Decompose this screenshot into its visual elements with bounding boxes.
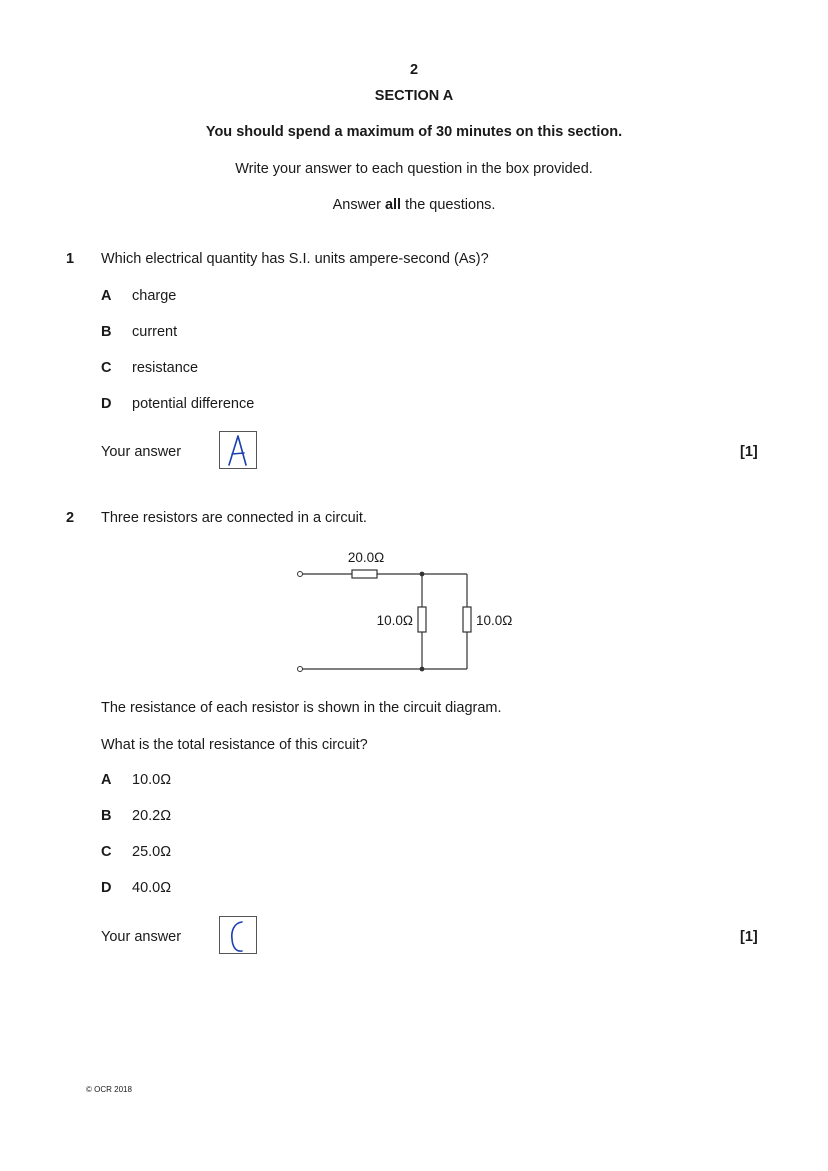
question-1-number: 1 xyxy=(66,251,75,267)
section-title: SECTION A xyxy=(374,88,454,104)
q2-answer-label: Your answer xyxy=(101,929,182,945)
resistor-parallel-left xyxy=(418,607,426,632)
q1-handwritten-answer-a xyxy=(220,432,256,468)
q2-marks: [1] xyxy=(740,929,758,945)
q1-answer-box[interactable] xyxy=(219,431,257,469)
resistor-series xyxy=(352,570,377,578)
label-series-resistor: 20.0Ω xyxy=(347,550,385,565)
question-1-text: Which electrical quantity has S.I. units ampere-second (As)? xyxy=(101,251,489,267)
q1-option-b-text: current xyxy=(132,324,178,340)
q2-handwritten-answer-c xyxy=(220,917,256,953)
junction-top xyxy=(420,572,425,577)
q1-option-c-letter: C xyxy=(101,360,112,376)
instruction-answer-prefix: Answer xyxy=(332,197,385,213)
question-2-number: 2 xyxy=(66,510,75,526)
q2-option-c-text: 25.0Ω xyxy=(132,844,172,860)
q1-option-a-text: charge xyxy=(132,288,177,304)
q1-option-c-text: resistance xyxy=(132,360,199,376)
copyright-footer: © OCR 2018 xyxy=(86,1085,132,1094)
resistor-parallel-right xyxy=(463,607,471,632)
junction-bottom xyxy=(420,667,425,672)
circuit-diagram xyxy=(290,540,513,680)
q2-option-a-text: 10.0Ω xyxy=(132,772,172,788)
q2-option-d-text: 40.0Ω xyxy=(132,880,172,896)
instruction-answer-bold: all xyxy=(384,197,402,213)
instruction-time: You should spend a maximum of 30 minutes on this section. xyxy=(205,124,623,140)
page-number: 2 xyxy=(409,62,419,78)
question-2-text: Three resistors are connected in a circuit. xyxy=(101,510,367,526)
q1-option-b-letter: B xyxy=(101,324,112,340)
q2-option-b-text: 20.2Ω xyxy=(132,808,172,824)
q2-option-c-letter: C xyxy=(101,844,112,860)
q1-option-a-letter: A xyxy=(101,288,112,304)
q1-option-d-text: potential difference xyxy=(132,396,255,412)
q1-marks: [1] xyxy=(740,444,758,460)
instruction-write: Write your answer to each question in the box provided. xyxy=(235,161,593,177)
label-parallel-right-resistor: 10.0Ω xyxy=(476,613,513,628)
terminal-top xyxy=(298,572,303,577)
instruction-answer-all xyxy=(0,197,828,213)
q2-option-a-letter: A xyxy=(101,772,112,788)
q2-option-b-letter: B xyxy=(101,808,112,824)
instruction-answer-suffix: the questions. xyxy=(401,197,496,213)
q2-answer-box[interactable] xyxy=(219,916,257,954)
q1-answer-label: Your answer xyxy=(101,444,182,460)
q1-option-d-letter: D xyxy=(101,396,112,412)
label-parallel-left-resistor: 10.0Ω xyxy=(376,613,413,628)
q2-option-d-letter: D xyxy=(101,880,112,896)
question-2-text-3: What is the total resistance of this circuit? xyxy=(101,737,368,753)
question-2-text-2: The resistance of each resistor is shown in the circuit diagram. xyxy=(101,700,502,716)
terminal-bottom xyxy=(298,667,303,672)
